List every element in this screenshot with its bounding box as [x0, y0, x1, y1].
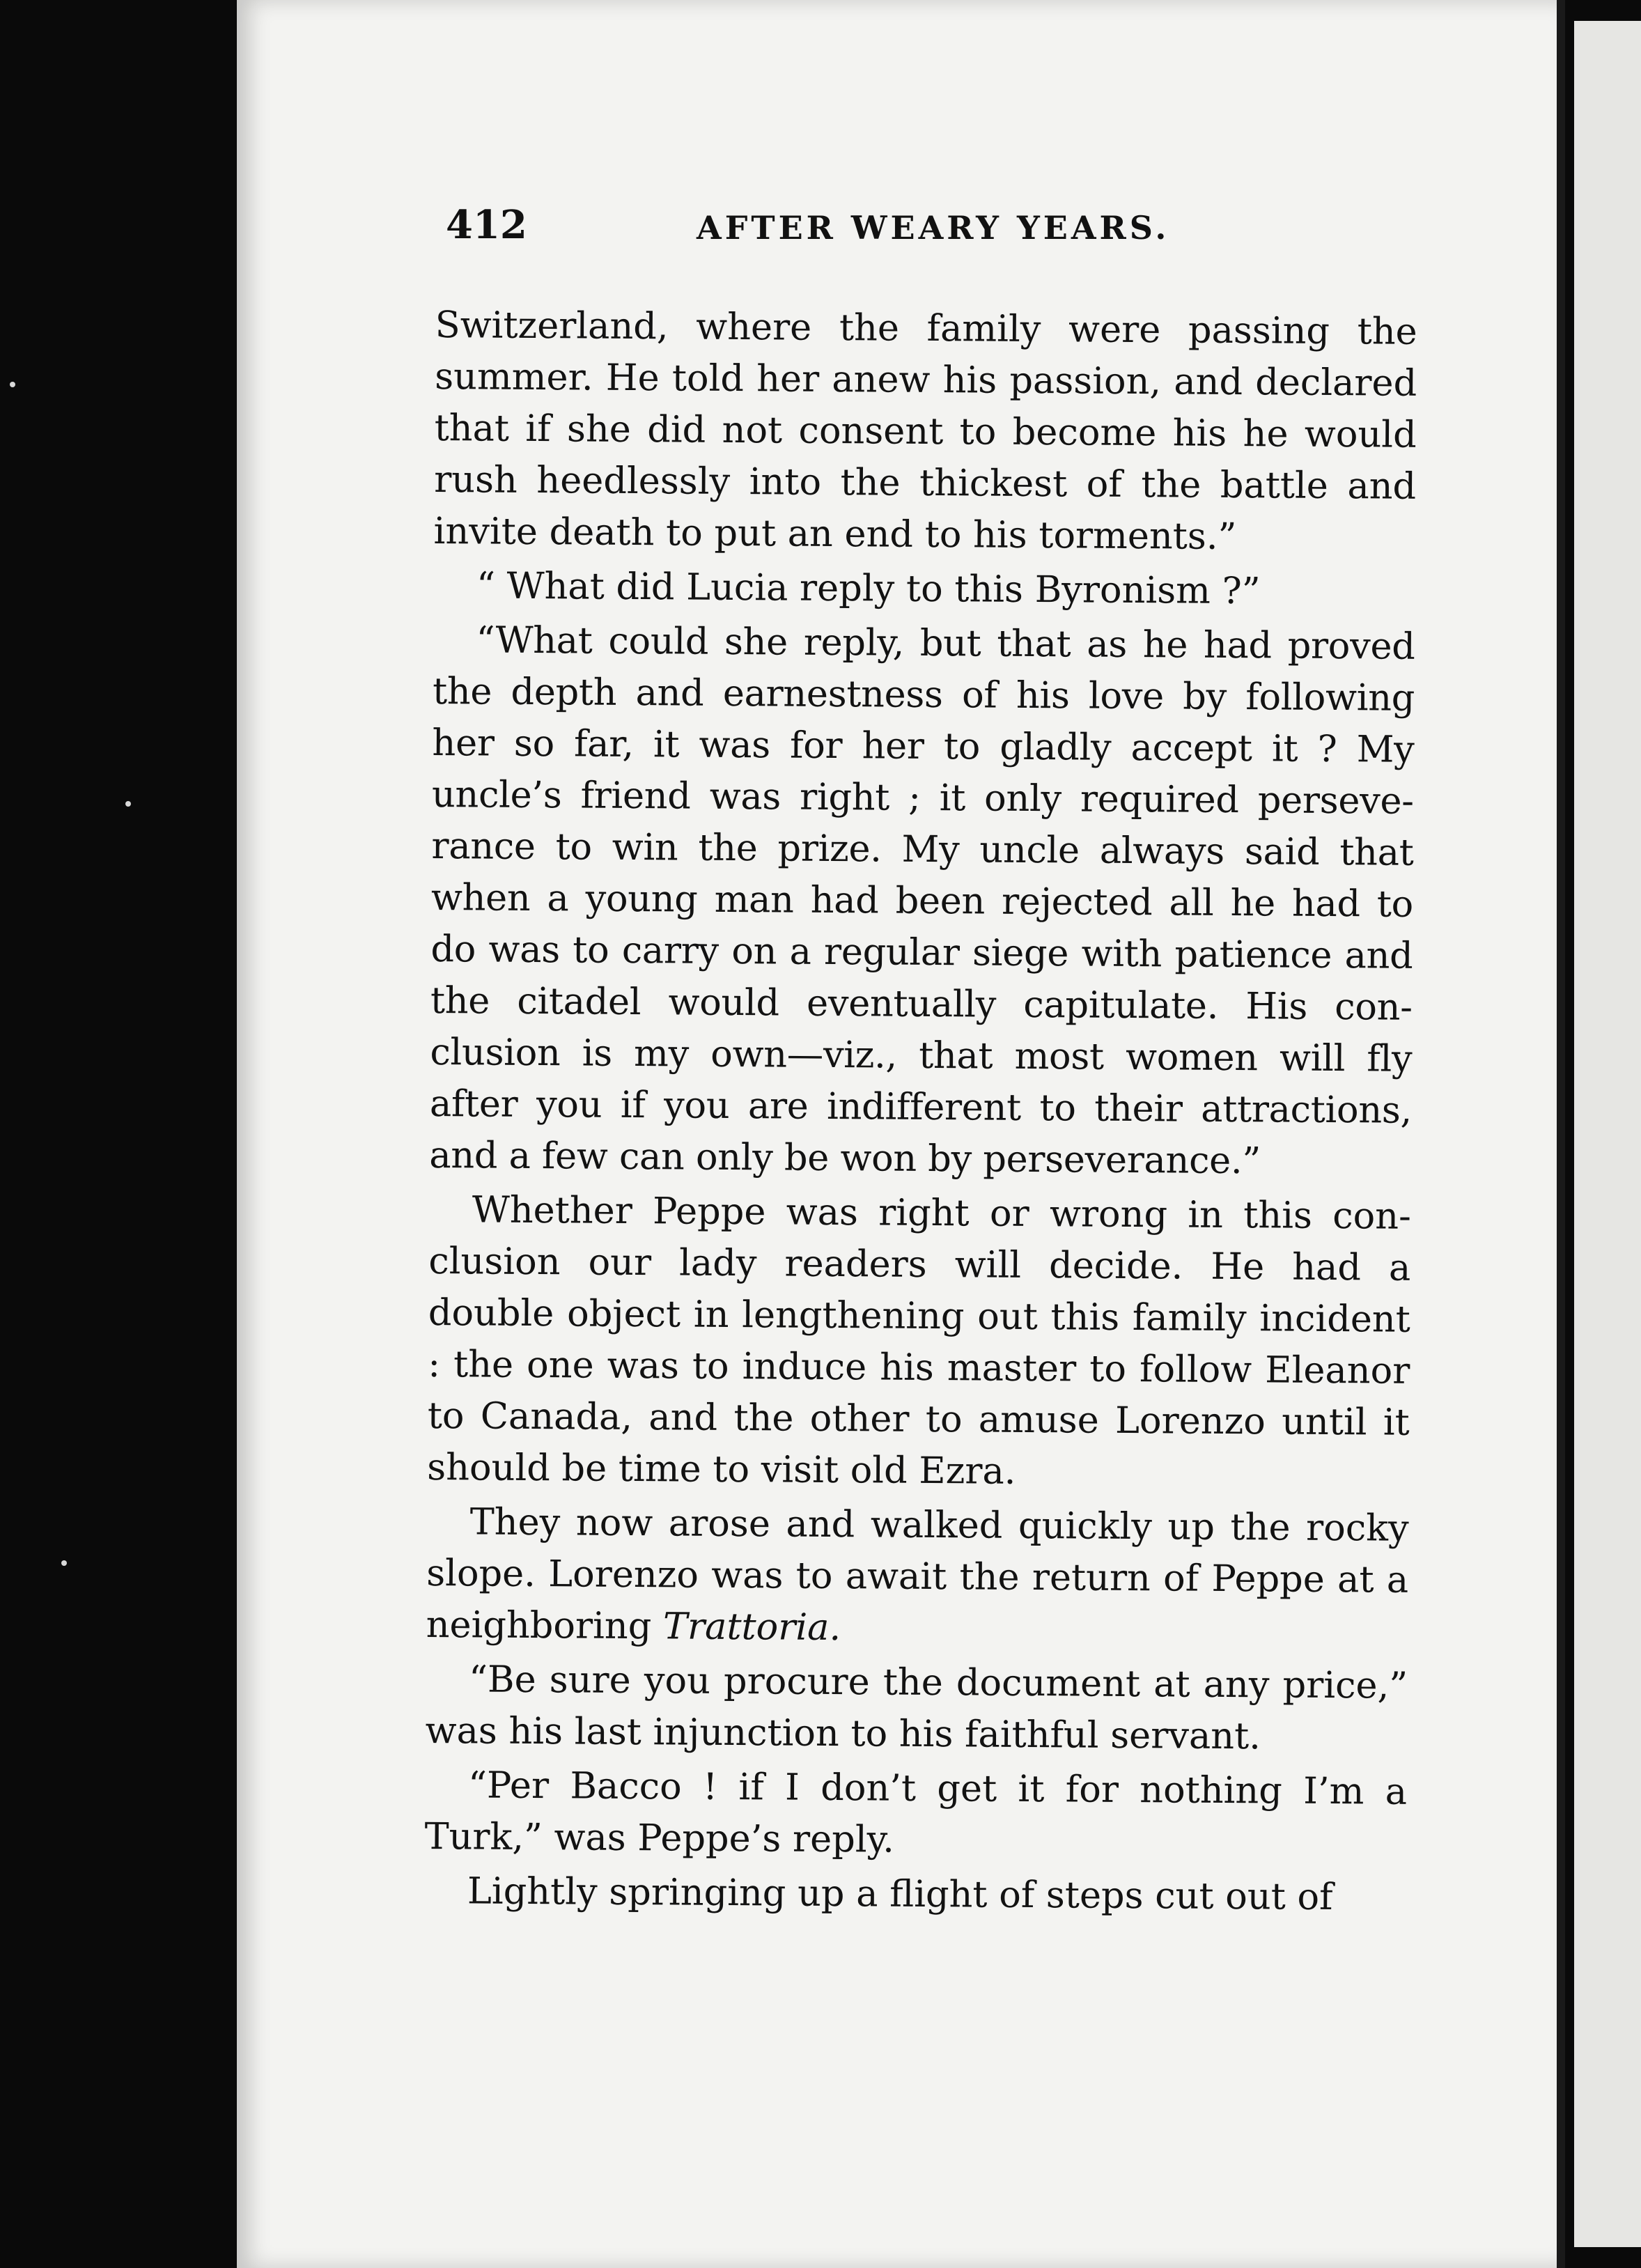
running-title: AFTER WEARY YEARS.	[697, 209, 1170, 247]
scan-dust	[10, 382, 15, 387]
paragraph: Lightly springing up a flight of steps cut out of	[467, 1870, 1333, 1919]
adjacent-page-edge	[1574, 21, 1641, 2247]
page-number: 412	[446, 202, 527, 248]
page-gutter-shadow	[1557, 0, 1565, 2268]
paragraph	[426, 1496, 1409, 1658]
paragraph: Switzerland, where the family were passing the summer. He told her anew his passion, and declared that if she did not consent to become his he would rush heedlessly into the thickest of the battle and invite death to put an end to his torments.”	[433, 303, 1417, 559]
paragraph: Whether Peppe was right or wrong in this conclusion our lady readers will decide. He had a double object in lengthening out this family incident : the one was to induce his master to follow Eleanor to Canada, and the other to amuse Lorenzo until it should be time to visit old Ezra.	[427, 1188, 1412, 1493]
paragraph-text: They now arose and walked quickly up the rocky slope. Lorenzo was to await the return of Peppe at a neighboring	[426, 1500, 1409, 1648]
paragraph: “ What did Lucia reply to this Byronism ?”	[476, 564, 1261, 613]
body-text	[424, 300, 1417, 1927]
running-head	[446, 202, 1421, 265]
italic-word: Trattoria.	[662, 1605, 841, 1649]
scan-dust	[61, 1560, 67, 1566]
paragraph: “What could she reply, but that as he had proved the depth and earnestness of his love by following her so far, it was for her to gladly accept it ? My uncle’s friend was right ; it only required perseverance to win the prize. My uncle always said that when a young man had been rejected all he had to do was to carry on a regular siege with patience and the citadel would eventually capitulate. His conclusion is my own—viz., that most women will fly after you if you are indifferent to their attractions, and a few can only be won by perseverance.”	[429, 619, 1415, 1183]
scan-dust	[125, 801, 131, 807]
paragraph: “Be sure you procure the document at any price,” was his last injunction to his faithful servant.	[425, 1658, 1408, 1758]
paragraph: “Per Bacco ! if I don’t get it for nothing I’m a Turk,” was Peppe’s reply.	[424, 1764, 1408, 1861]
